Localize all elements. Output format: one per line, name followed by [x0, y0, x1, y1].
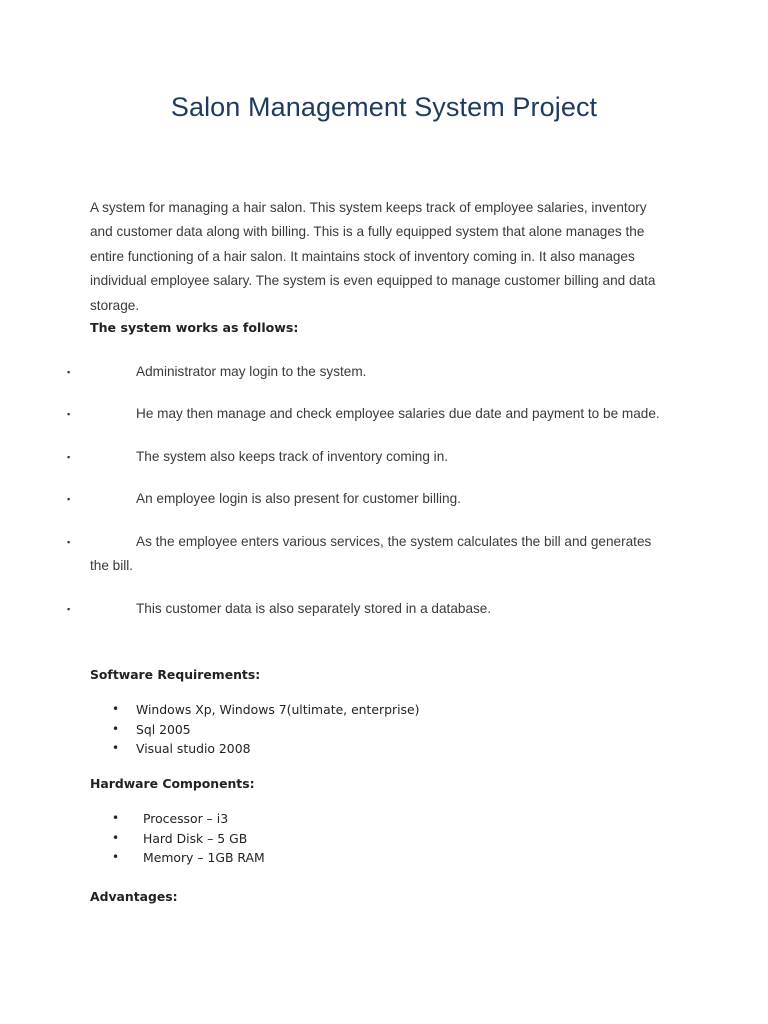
document-title: Salon Management System Project [170, 92, 598, 122]
requirement-text: Processor – i3 [143, 811, 229, 826]
requirement-text: Windows Xp, Windows 7(ultimate, enterprise) [136, 702, 420, 717]
square-bullet-icon: ▪ [67, 367, 71, 377]
hardware-components-heading: Hardware Components: [90, 776, 255, 791]
square-bullet-icon: ▪ [67, 409, 71, 419]
step-text: The system also keeps track of inventory coming in. [136, 449, 449, 464]
list-item [0, 530, 768, 579]
bullet-icon: • [112, 850, 120, 865]
bullet-icon: • [112, 721, 120, 736]
square-bullet-icon: ▪ [67, 604, 71, 614]
list-item [0, 360, 768, 384]
list-item [0, 829, 265, 849]
step-text: As the employee enters various services, the system calculates the bill and generates the bill. [90, 534, 652, 574]
requirement-text: Hard Disk – 5 GB [143, 830, 248, 846]
software-requirements-list [0, 700, 419, 759]
requirement-text: Visual studio 2008 [136, 741, 251, 757]
bullet-icon: • [112, 830, 120, 845]
list-item [0, 809, 265, 829]
list-item [0, 700, 419, 720]
requirement-text: Sql 2005 [136, 721, 191, 737]
requirement-text: Memory – 1GB RAM [143, 850, 265, 866]
works-heading: The system works as follows: [90, 320, 299, 335]
square-bullet-icon: ▪ [67, 452, 71, 462]
square-bullet-icon: ▪ [67, 537, 71, 547]
list-item [0, 445, 768, 469]
step-text: This customer data is also separately stored in a database. [136, 601, 492, 616]
step-text: An employee login is also present for customer billing. [136, 491, 461, 506]
list-item [0, 720, 419, 740]
bullet-icon: • [112, 702, 120, 716]
step-text: Administrator may login to the system. [136, 364, 367, 379]
list-item [0, 487, 768, 511]
intro-paragraph: A system for managing a hair salon. This system keeps track of employee salaries, inventory and customer data along with billing. This is a fully equipped system that alone manages the entire functioning of a hair salon. It maintains stock of inventory coming in. It also manages individual employee salary. The system is even equipped to manage customer billing and data storage. [90, 200, 656, 313]
advantages-heading: Advantages: [90, 889, 178, 904]
list-item [0, 402, 768, 426]
step-text: He may then manage and check employee salaries due date and payment to be made. [136, 406, 660, 421]
software-requirements-heading: Software Requirements: [90, 667, 261, 682]
list-item [0, 848, 265, 868]
list-item [0, 739, 419, 759]
square-bullet-icon: ▪ [67, 494, 71, 504]
list-item [0, 597, 768, 621]
bullet-icon: • [112, 811, 120, 825]
bullet-icon: • [112, 741, 120, 756]
hardware-components-list [0, 809, 265, 868]
